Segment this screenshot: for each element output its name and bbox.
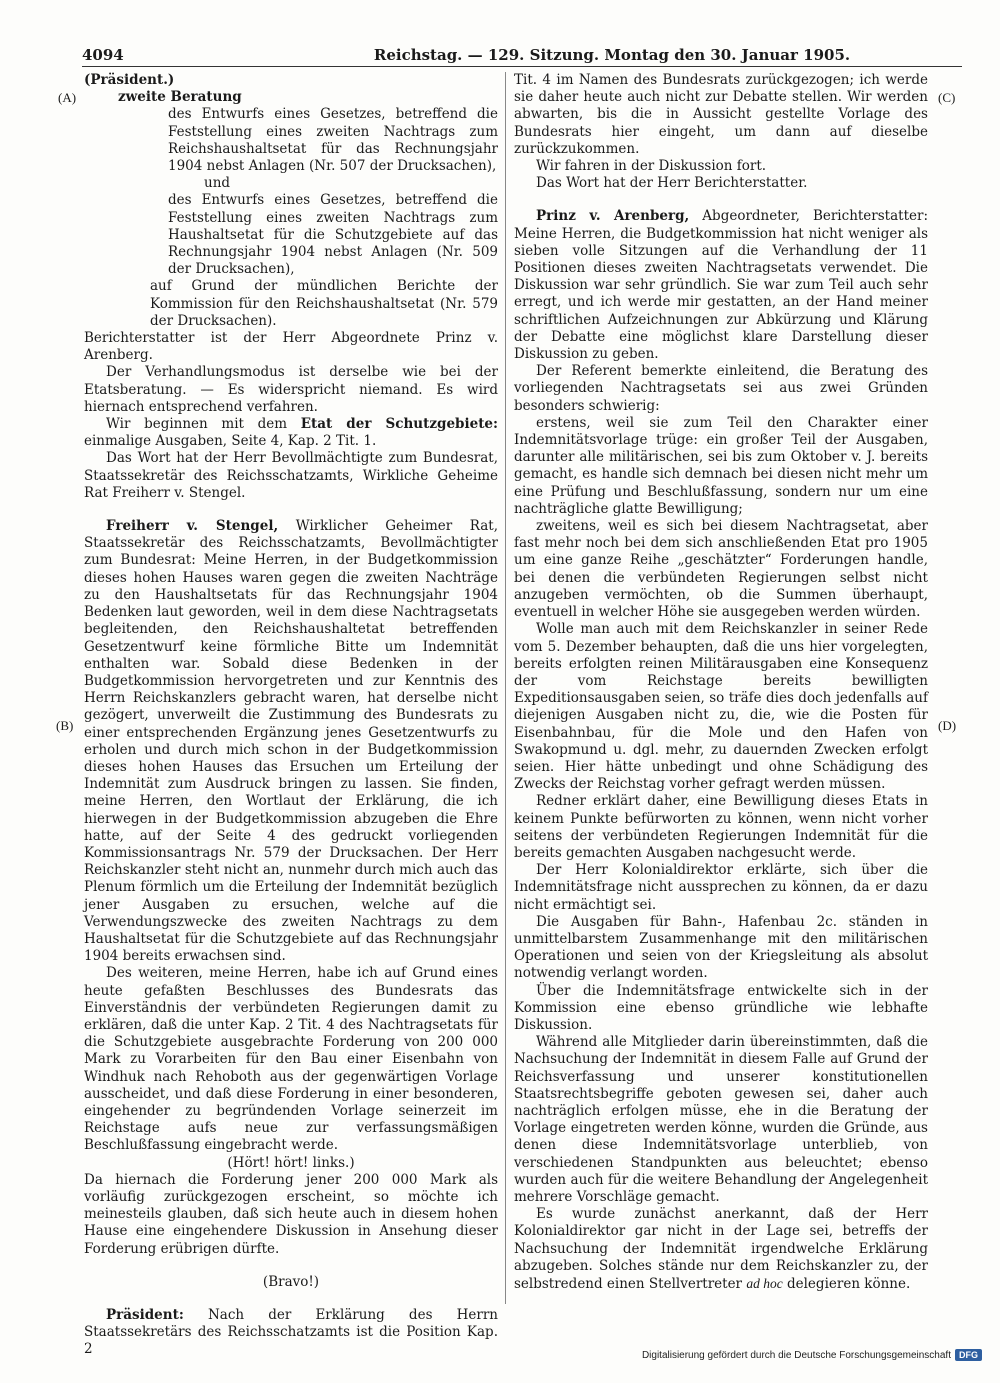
paragraph-ausgaben: Die Ausgaben für Bahn-, Hafenbau 2c. ständen in unmittelbarstem Zusammenhange mit den militärischen Operationen und seien von der Kriegsleitung als absolut notwendig verlangt worden. [514, 913, 928, 982]
speech-arenberg [514, 208, 928, 363]
left-column [84, 72, 498, 1359]
agenda-item-2: des Entwurfs eines Gesetzes, betreffend die Feststellung eines zweiten Nachtrags zum Haushaltsetat für die Schutzgebiete auf das Rechnungsjahr 1904 nebst Anlagen (Nr. 509 der Drucksachen), [168, 192, 498, 278]
interjection-bravo: (Bravo!) [262, 1273, 320, 1290]
paragraph-mitglieder: Während alle Mitglieder darin übereinstimmten, daß die Nachsuchung der Indemnität in diesem Falle auf Grund der Reichsverfassung und unserer konstitutionellen Staatsrechtsbegriffe geboten gewesen sei, daher auch nachträglich erfolgen müsse, ehe in die Beratung der Vorlage eingetreten werden könne, wurden die Gründe, aus denen diese Indemnitätsvorlage unterblieb, von verschiedenen Standpunkten aus beleuchtet; ebenso wurden auch für die weitere Behandlung der Angelegenheit mehrere Vorschläge gemacht. [514, 1034, 928, 1205]
paragraph-stengel-2: Des weiteren, meine Herren, habe ich auf Grund eines heute gefaßten Beschlusses des Bundesrats das Einverständnis der verbündeten Regierungen damit zu erklären, daß die unter Kap. 2 Tit. 4 des Nachtragsetats für die Schutzgebiete ausgebrachte Forderung von 200 000 Mark zu Vorarbeiten für den Bau einer Eisenbahn von Windhuk nach Rehoboth aus der gegenwärtigen Vorlage ausscheidet, und daß diese Forderung in einer besonderen, eingehender zu begründenden Vorlage seinerzeit im Reichstage aufs neue zur verfassungsmäßigen Beschlußfassung eingebracht werde. [84, 965, 498, 1154]
paragraph-anerkannt-text: Es wurde zunächst anerkannt, daß der Herr Kolonialdirektor gar nicht in der Lage sei, betreffs der Nachsuchung der Indemnität irgendwelche Erklärung abzugeben. Solches stände nur dem Reichskanzler zu, der selbstredend einen Stellvertreter [514, 1206, 928, 1293]
agenda-heading: zweite Beratung [118, 89, 242, 106]
paragraph-praesident-cont: Tit. 4 im Namen des Bundesrats zurückgezogen; ich werde sie daher heute auch nicht zur Debatte stellen. Wir werden abwarten, bis die in Aussicht gestellte Vorlage des Bundesrats hier eingeht, um dann auf dieselbe zurückzukommen. [514, 72, 928, 157]
speech-arenberg-text: Abgeordneter, Berichterstatter: Meine Herren, die Budgetkommission hat nicht weniger als sieben volle Sitzungen auf die Verhandlung der 11 Positionen dieses zweiten Nachtragsetats verwendet. Die Diskussion war sehr gründlich. Sie war zum Teil auch sehr erregt, und ich werde mir gestatten, an der Hand meiner schriftlichen Aufzeichnungen zur Abkürzung und Klärung der Debatte eine möglichst klare Darstellung dieser Diskussion zu geben. [514, 208, 928, 363]
paragraph-redner: Redner erklärt daher, eine Bewilligung dieses Etats in keinem Punkte befürworten zu können, wenn nicht vorher seitens der verbündeten Regierungen Indemnität für die bereits gemachten Ausgaben nachgesucht werde. [514, 793, 928, 861]
column-divider [505, 72, 506, 1304]
paragraph-anerkannt [514, 1206, 928, 1293]
paragraph-kolonialdirektor: Der Herr Kolonialdirektor erklärte, sich über die Indemnitätsfrage nicht aussprechen zu können, da er dazu nicht ermächtigt sei. [514, 862, 928, 913]
agenda-item-1: des Entwurfs eines Gesetzes, betreffend die Feststellung eines zweiten Nachtrags zum Reichshaushaltsetat für das Rechnungsjahr 1904 nebst Anlagen (Nr. 507 der Drucksachen), [168, 106, 498, 175]
speaker-praesident: Präsident: [106, 1307, 184, 1324]
footer-credit [642, 1349, 982, 1361]
interjection-hoert: (Hört! hört! links.) [227, 1154, 355, 1171]
agenda-conjunction: und [204, 175, 231, 192]
speaker-praesident-label: (Präsident.) [84, 72, 175, 88]
paragraph-agenda-start-text: Wir beginnen mit dem [106, 416, 288, 433]
footer-text: Digitalisierung gefördert durch die Deutsche Forschungsgemeinschaft [641, 1349, 951, 1361]
paragraph-agenda-start [84, 416, 498, 450]
paragraph-floor-rapporteur: Das Wort hat der Herr Berichterstatter. [536, 175, 808, 192]
spacer [84, 1258, 498, 1274]
speaker-stengel: Freiherr v. Stengel, [106, 518, 279, 535]
paragraph-indemnitaetsfrage: Über die Indemnitätsfrage entwickelte sich in der Kommission eine ebenso gründliche wie lebhafte Diskussion. [514, 982, 928, 1033]
margin-mark-c: (C) [938, 90, 956, 105]
paragraph-praesident-text: Nach der Erklärung des Herrn Staatssekretärs des Reichsschatzamts ist die Position Kap. 2 [84, 1307, 498, 1358]
margin-mark-a: (A) [58, 90, 77, 105]
margin-mark-d: (D) [938, 718, 957, 733]
paragraph-stengel-3: Da hiernach die Forderung jener 200 000 Mark als vorläufig zurückgezogen erscheint, so möchte ich meinesteils glauben, daß sich heute auch in diesem hohen Hause eine eingehendere Diskussion in Ansehung dieser Forderung erübrigen dürfte. [84, 1171, 498, 1257]
paragraph-anerkannt-end: delegieren könne. [786, 1276, 911, 1293]
running-head: Reichstag. — 129. Sitzung. Montag den 30. Januar 1905. [373, 46, 851, 64]
paragraph-rapporteur: Berichterstatter ist der Herr Abgeordnete Prinz v. Arenberg. [84, 330, 498, 364]
speaker-arenberg: Prinz v. Arenberg, [536, 208, 690, 225]
latin-phrase: ad hoc [746, 1276, 783, 1292]
paragraph-zweitens: zweitens, weil es sich bei diesem Nachtragsetat, aber fast mehr noch bei dem sich anschließenden Etat pro 1905 um eine ganze Reihe „geschätzter“ Forderungen handle, bei denen die verbündeten Regierungen selbst nicht anzugeben vermöchten, ob die Summen überhaupt, eventuell in welcher Höhe sie ausgegeben werden würden. [514, 518, 928, 621]
right-column [514, 72, 928, 1293]
item-schutzgebiete-detail: einmalige Ausgaben, Seite 4, Kap. 2 Tit. 1. [84, 433, 377, 450]
dfg-logo-icon: DFG [955, 1349, 982, 1361]
paragraph-reichskanzler: Wolle man auch mit dem Reichskanzler in seiner Rede vom 5. Dezember behaupten, daß die uns hier vorgelegten, bereits erfolgten reinen Militärausgaben eine Konsequenz der vom Reichstage bereits bewilligten Expeditionsausgaben seien, so träfe dies doch jedenfalls auf diejenigen Ausgaben nicht zu, die, wie die Posten für Eisenbahnbau, für die Mole und den Hafen von Swakopmund u. dgl. mehr, zu dauernden Zwecken erfolgt seien. Hier hätte unbedingt und ohne Schädigung des Zwecks der Reichstag vorher gefragt werden müssen. [514, 621, 928, 793]
paragraph-praesident [84, 1307, 498, 1359]
speech-stengel [84, 518, 498, 965]
paragraph-procedure: Der Verhandlungsmodus ist derselbe wie bei der Etatsberatung. — Es widerspricht niemand. Es wird hiernach entsprechend verfahren. [84, 364, 498, 415]
paragraph-erstens: erstens, weil sie zum Teil den Charakter einer Indemnitätsvorlage trüge: ein großer Teil der Ausgaben, darunter alle militärischen, sei bis zum Oktober v. J. bereits gemacht, es handle sich demnach bei diesen nicht mehr um eine Prüfung und Beschlußfassung, sondern nur um eine nachträgliche glatte Bewilligung; [514, 414, 928, 517]
margin-mark-b: (B) [56, 718, 74, 733]
spacer [84, 1291, 498, 1307]
page-number: 4094 [82, 46, 124, 64]
page-header [82, 44, 962, 67]
paragraph-referent: Der Referent bemerkte einleitend, die Beratung des vorliegenden Nachtragsetats sei aus zwei Gründen besonders schwierig: [514, 363, 928, 414]
speech-stengel-text: Wirklicher Geheimer Rat, Staatssekretär des Reichsschatzamts, Bevollmächtigter zum Bundesrat: Meine Herren, in der Budgetkommission dieses hohen Hauses waren gegen die zweiten Nachträge zu den Haushaltsetats für das Rechnungsjahr 1904 Bedenken laut geworden, weil in dem diese Nachtragsetats begleitenden, den Reichshaushaltetat betreffenden Gesetzentwurf keine förmliche Bitte um Indemnität enthalten war. Sobald diese Bedenken in der Budgetkommission hervorgetreten und zur Kenntnis des Herrn Reichskanzlers gebracht waren, hat derselbe nicht gezögert, unverweilt die Zustimmung des Bundesrats zu einer entsprechenden Ergänzung jenes Gesetzentwurfs zu erholen und durch mich schon in der Budgetkommission dieses hohen Hauses das Ersuchen um Erteilung der Indemnität zum Ausdruck bringen zu lassen. Sie finden, meine Herren, den Wortlaut der Erklärung, die ich hierwegen in der Budgetkommission abzugeben die Ehre hatte, auf der Seite 4 des gedruckt vorliegenden Kommissionsantrags Nr. 579 der Drucksachen. Der Herr Reichskanzler steht nicht an, nunmehr durch mich auch das Plenum förmlich um die Erteilung der Indemnität bezüglich jener Ausgaben zu ersuchen, welche auf die Verwendungszwecke des zweiten Nachtrags zu dem Haushaltsetat für die Schutzgebiete auf das Rechnungsjahr 1904 bereits erwachsen sind. [84, 518, 499, 965]
paragraph-floor-given: Das Wort hat der Herr Bevollmächtigte zum Bundesrat, Staatssekretär des Reichsschatzamts, Wirkliche Geheime Rat Freiherr v. Stengel. [84, 450, 498, 501]
paragraph-continue: Wir fahren in der Diskussion fort. [536, 158, 767, 175]
item-schutzgebiete: Etat der Schutzgebiete: [300, 416, 499, 433]
agenda-basis: auf Grund der mündlichen Berichte der Kommission für den Reichshaushaltsetat (Nr. 579 der Drucksachen). [150, 278, 498, 329]
